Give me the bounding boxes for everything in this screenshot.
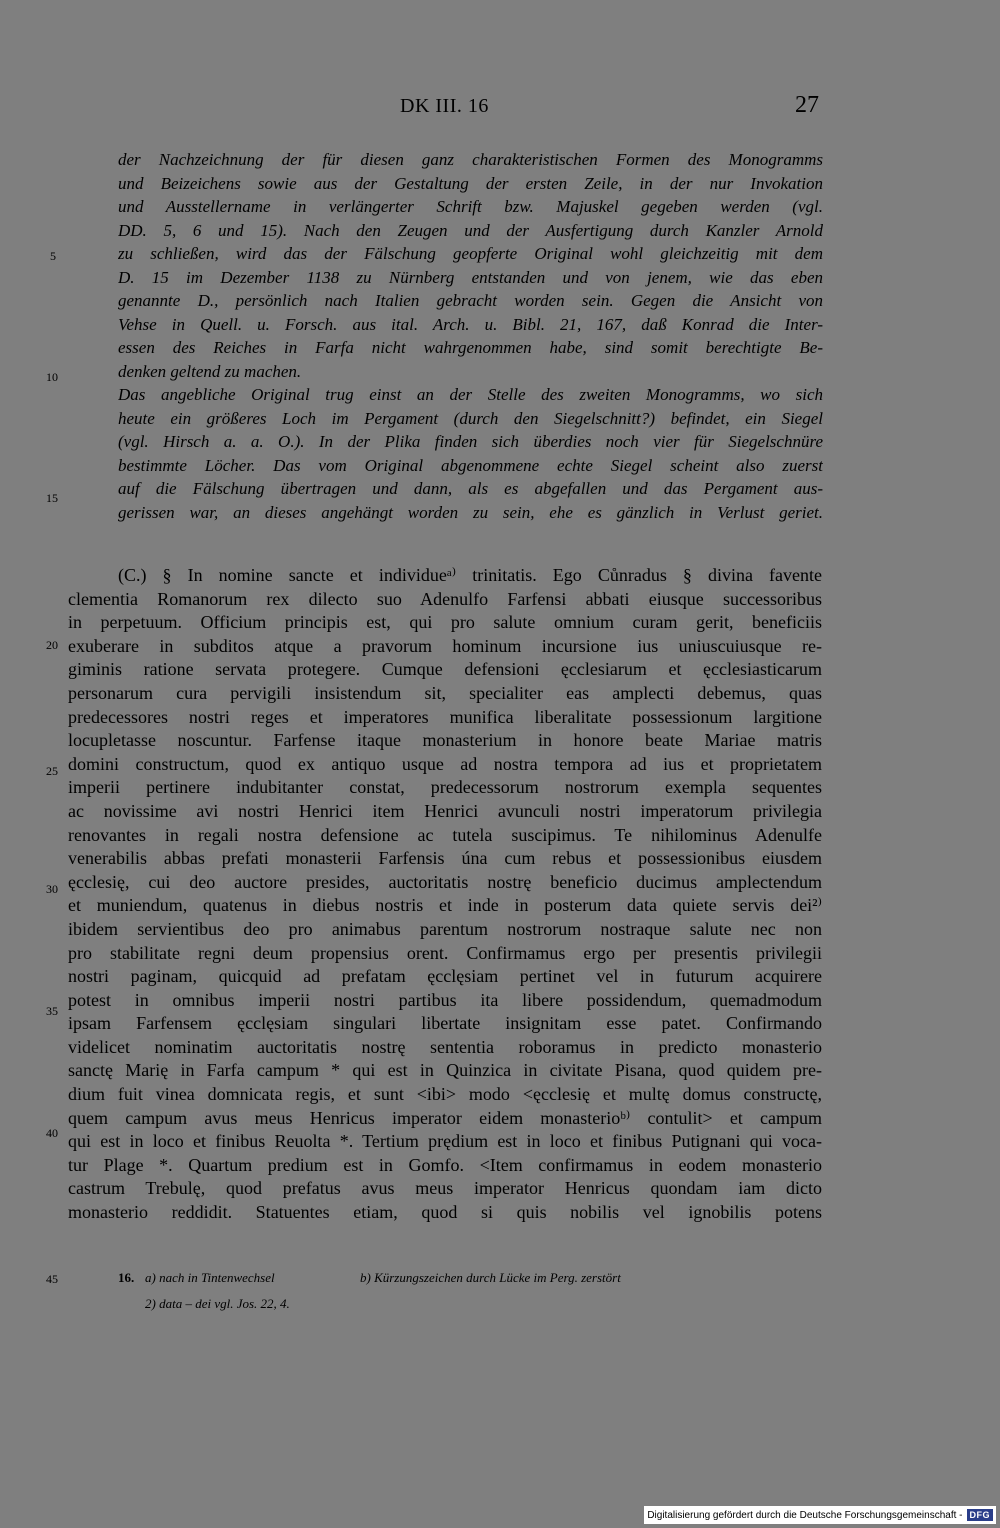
charter-line: locupletasse noscuntur. Farfense itaque monasterium in honore beate Mariae matris (68, 730, 822, 751)
charter-line: ac novissime avi nostri Henrici item Henrici avunculi nostri imperatorum privilegia (68, 800, 822, 821)
charter-line: videlicet nominatim auctoritatis nostrę sententia roboramus in predicto monasterio (68, 1036, 822, 1057)
footnote-a: a) nach in Tintenwechsel (145, 1270, 275, 1285)
running-header-title: DK III. 16 (400, 95, 489, 117)
commentary-line: Vehse in Quell. u. Forsch. aus ital. Arch. u. Bibl. 21, 167, daß Konrad die Inter- (118, 314, 823, 334)
footnote-document-number: 16. (118, 1270, 135, 1285)
commentary-line: und Ausstellername in verlängerter Schrift bzw. Majuskel gegeben werden (vgl. (118, 197, 823, 216)
charter-line: tur Plage *. Quartum predium est in Gomfo. <Item confirmamus in eodem monasterio (68, 1154, 822, 1175)
line-number: 5 (50, 249, 56, 263)
charter-line: ęcclesię, cui deo auctore presides, auctoritatis nostrę beneficio ducimus amplectendum (68, 871, 822, 892)
commentary-line: zu schließen, wird das der Fälschung geopferte Original wohl gleichzeitig mit dem (118, 244, 823, 263)
commentary-line: D. 15 im Dezember 1138 zu Nürnberg entstanden und von jenem, wie das eben (118, 267, 823, 287)
charter-line: personarum cura pervigili insistendum sit, specialiter eas amplecti debemus, quas (68, 682, 822, 703)
commentary-line: und Beizeichens sowie aus der Gestaltung der ersten Zeile, in der nur Invokation (118, 173, 823, 193)
charter-line: predecessores nostri reges et imperatores munifica liberalitate possessionum largitione (68, 706, 822, 727)
credit-text: Digitalisierung gefördert durch die Deutsche Forschungsgemeinschaft - (647, 1509, 963, 1521)
line-number: 30 (46, 882, 58, 896)
charter-line: giminis ratione servata protegere. Cumque defensioni ęcclesiarum et ęcclesiasticarum (68, 659, 822, 680)
charter-line: domini constructum, quod ex antiquo usque ad nostra tempora ad ius et proprietatem (68, 753, 822, 774)
line-number: 35 (46, 1004, 58, 1018)
charter-line: qui est in loco et finibus Reuolta *. Tertium prędium est in loco et finibus Putignani qui voca- (68, 1131, 822, 1152)
commentary-line: heute ein größeres Loch im Pergament (durch den Siegelschnitt?) befindet, ein Siegel (118, 408, 823, 428)
charter-line: pro stabilitate regni deum propensius orent. Confirmamus ergo per presentis privilegii (68, 942, 822, 963)
charter-line: imperii pertinere indubitanter constat, predecessorum nostrorum exempla sequentes (68, 777, 822, 798)
commentary-line: auf die Fälschung übertragen und dann, als es abgefallen und das Pergament aus- (118, 479, 823, 498)
line-number: 20 (46, 638, 58, 652)
charter-line: ipsam Farfensem ęcclęsiam singulari libertate insignitam esse patet. Confirmando (68, 1013, 822, 1034)
dfg-logo: DFG (967, 1509, 994, 1521)
commentary-block (118, 148, 823, 524)
charter-line: dium fuit vinea domnicata regis, et sunt <ibi> modo <ęcclesię et multę domus constructę, (68, 1084, 822, 1105)
commentary-line: (vgl. Hirsch a. a. O.). In der Plika finden sich überdies noch vier für Siegelschnüre (118, 432, 823, 451)
charter-line: (C.) § In nomine sancte et individueᵃ⁾ trinitatis. Ego Cůnradus § divina favente (118, 565, 822, 585)
charter-line: nostri paginam, quicquid ad prefatam ęcclęsiam pertinet vel in futurum acquirere (68, 966, 822, 987)
line-number: 10 (46, 370, 58, 384)
commentary-line: bestimmte Löcher. Das vom Original abgenommene echte Siegel scheint also zuerst (118, 455, 823, 475)
commentary-line: Das angebliche Original trug einst an der Stelle des zweiten Monogramms, wo sich (118, 385, 823, 404)
charter-line: venerabilis abbas prefati monasterii Farfensis úna cum rebus et possessionibus eiusdem (68, 848, 822, 869)
charter-line: in perpetuum. Officium principis est, qui pro salute omnium curam gerit, beneficiis (68, 612, 822, 633)
charter-text-block (68, 564, 822, 1225)
page-number: 27 (795, 92, 819, 118)
commentary-line: essen des Reiches in Farfa nicht wahrgenommen habe, sind somit berechtigte Be- (118, 338, 823, 357)
charter-line: sanctę Marię in Farfa campum * qui est in Quinzica in civitate Pisana, quod quidem pre- (68, 1060, 822, 1081)
line-number: 40 (46, 1126, 58, 1140)
charter-line: castrum Trebulę, quod prefatus avus meus imperator Henricus quondam iam dicto (68, 1178, 822, 1199)
charter-line: potest in omnibus imperii nostri partibus ita libere possidendum, quemadmodum (68, 989, 822, 1010)
commentary-line: denken geltend zu machen. (118, 361, 302, 381)
footnote-2: 2) data – dei vgl. Jos. 22, 4. (145, 1296, 290, 1311)
commentary-line: der Nachzeichnung der für diesen ganz charakteristischen Formen des Monogramms (118, 150, 823, 169)
charter-line: quem campum avus meus Henricus imperator eidem monasterioᵇ⁾ contulit> et campum (68, 1107, 822, 1128)
commentary-line: genannte D., persönlich nach Italien gebracht worden sein. Gegen die Ansicht von (118, 291, 823, 310)
charter-line: et muniendum, quatenus in diebus nostris et inde in posterum data quiete servis dei²⁾ (68, 895, 822, 916)
charter-line: monasterio reddidit. Statuentes etiam, quod si quis nobilis vel ignobilis potens (68, 1202, 822, 1223)
digitization-credit (644, 1506, 996, 1524)
charter-line: renovantes in regali nostra defensione ac tutela suscipimus. Te nihilominus Adenulfe (68, 824, 822, 845)
charter-line: exuberare in subditos atque a pravorum hominum incursione ius uniuscuiusque re- (68, 635, 822, 656)
footnote-b: b) Kürzungszeichen durch Lücke im Perg. zerstört (360, 1270, 621, 1285)
commentary-line: DD. 5, 6 und 15). Nach den Zeugen und der Ausfertigung durch Kanzler Arnold (118, 220, 823, 240)
commentary-line: gerissen war, an dieses angehängt worden zu sein, ehe es gänzlich in Verlust geriet. (118, 502, 823, 522)
line-number: 15 (46, 491, 58, 505)
line-number: 25 (46, 764, 58, 778)
charter-line: ibidem servientibus deo pro animabus parentum nostrorum nostraque salute nec non (68, 918, 822, 939)
line-number: 45 (46, 1272, 58, 1286)
charter-line: clementia Romanorum rex dilecto suo Adenulfo Farfensi abbati eiusque successoribus (68, 588, 822, 609)
